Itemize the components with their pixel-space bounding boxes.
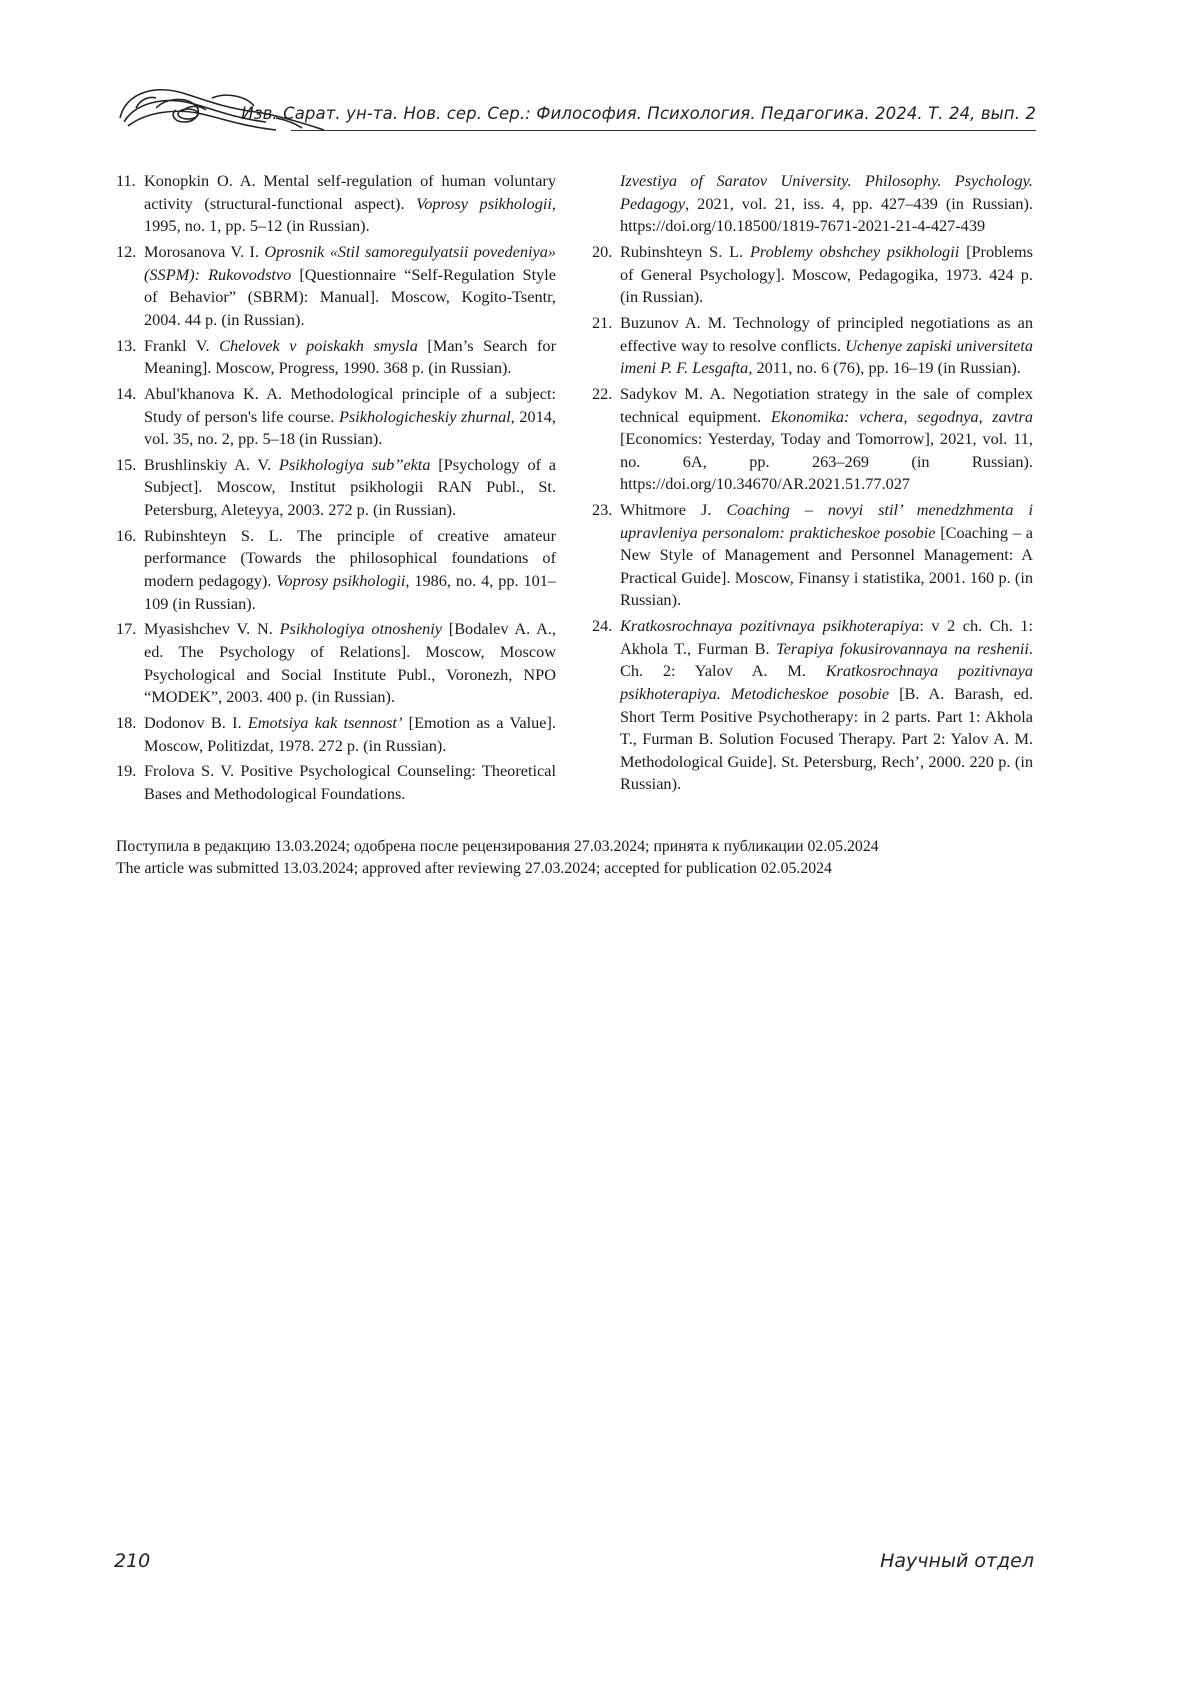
reference-segment: Myasishchev V. N. — [144, 619, 280, 639]
reference-title-italic: Voprosy psikhologii — [416, 193, 552, 213]
submission-note-en: The article was submitted 13.03.2024; approved after reviewing 27.03.2024; accepted for publication 02.05.2024 — [116, 860, 832, 877]
reference-text — [620, 383, 1033, 496]
reference-item — [592, 312, 1033, 380]
reference-19-journal: Izvestiya of Saratov University. Philosophy. Psychology. Pedagogy — [620, 171, 1033, 213]
reference-title-italic: Psikhologiya otnosheniy — [279, 619, 442, 639]
reference-item — [116, 170, 556, 238]
reference-number: 13. — [116, 335, 137, 355]
reference-segment: [Bodalev A. A., ed. The Psychology of Relations]. Moscow, Moscow Psychological and Social Institute Publ., Voronezh, NPO “MODEK”, 2003. 400 p. (in Russian). — [144, 619, 556, 707]
reference-segment: Whitmore J. — [620, 500, 727, 520]
reference-title-italic: Kratkosrochnaya pozitivnaya psikhoterapiya. Metodicheskoe posobie — [620, 661, 1033, 703]
reference-segment: , 2011, no. 6 (76), pp. 16–19 (in Russian). — [748, 358, 1021, 378]
reference-title-italic: Oprosnik «Stil samoregulyatsii povedeniya» (SSPM): Rukovodstvo — [144, 241, 556, 284]
reference-segment: , 1986, no. 4, pp. 101–109 (in Russian). — [144, 571, 556, 613]
reference-segment: . Ch. 2: Yalov A. M. — [620, 638, 1033, 681]
reference-title-italic: Uchenye zapiski universiteta imeni P. F. Lesgafta — [620, 335, 1033, 378]
reference-title-italic: Kratkosrochnaya pozitivnaya psikhoterapiya — [620, 616, 920, 636]
reference-segment: [Man’s Search for Meaning]. Moscow, Progress, 1990. 368 p. (in Russian). — [144, 335, 556, 378]
reference-number: 16. — [116, 525, 137, 545]
reference-segment: [B. A. Barash, ed. Short Term Positive Psychotherapy: in 2 parts. Part 1: Akhola T., Furman B. Solution Focused Therapy. Part 2: Yalov A. M. Methodological Guide]. St. Petersburg, Rech’, 2000. 220 p. (in Russian). — [620, 684, 1034, 794]
reference-text — [144, 760, 556, 805]
reference-item — [592, 499, 1033, 612]
reference-text — [144, 454, 556, 522]
reference-title-italic: Psikhologicheskiy zhurnal — [338, 406, 511, 426]
reference-item — [592, 615, 1033, 796]
reference-number: 17. — [116, 619, 137, 639]
reference-title-italic: Ekonomika: vchera, segodnya, zavtra — [770, 406, 1033, 426]
reference-text — [620, 312, 1033, 380]
reference-item — [116, 712, 556, 757]
references-left-column — [116, 170, 556, 809]
reference-item — [116, 454, 556, 522]
reference-title-italic: Emotsiya kak tsennost’ — [247, 712, 403, 732]
reference-item — [592, 383, 1033, 496]
reference-segment: Abul'khanova K. A. Methodological principle of a subject: Study of person's life course. — [144, 383, 556, 426]
reference-segment: Konopkin O. A. Mental self-regulation of human voluntary activity (structural-functional aspect). — [144, 171, 556, 213]
reference-text — [620, 241, 1033, 309]
reference-number: 19. — [116, 761, 137, 781]
reference-segment: [Questionnaire “Self-Regulation Style of Behavior” (SBRM): Manual]. Moscow, Kogito-Tsentr, 2004. 44 p. (in Russian). — [144, 264, 556, 329]
reference-item — [116, 760, 556, 805]
reference-title-italic: Coaching – novyi stil’ menedzhmenta i upravleniya personalom: prakticheskoe posobie — [620, 500, 1033, 542]
reference-segment: Morosanova V. I. — [144, 241, 265, 261]
reference-item — [116, 241, 556, 331]
reference-segment: Rubinshteyn S. L. — [620, 241, 750, 261]
reference-item — [116, 383, 556, 451]
running-header — [116, 72, 1036, 138]
reference-title-italic: Terapiya fokusirovannaya na reshenii — [776, 638, 1029, 658]
references-right-column — [592, 170, 1033, 799]
reference-item — [116, 525, 556, 615]
reference-text — [144, 241, 556, 331]
reference-text — [620, 499, 1033, 612]
reference-number: 14. — [116, 383, 137, 403]
reference-segment: [Problems of General Psychology]. Moscow, Pedagogika, 1973. 424 p. (in Russian). — [620, 241, 1034, 307]
reference-title-italic: Problemy obshchey psikhologii — [749, 241, 960, 261]
reference-number: 18. — [116, 712, 137, 732]
reference-number: 20. — [592, 241, 613, 261]
reference-text — [144, 170, 556, 238]
reference-segment: Buzunov A. M. Technology of principled negotiations as an effective way to resolve conflicts. — [620, 312, 1033, 355]
reference-segment: , 2014, vol. 35, no. 2, pp. 5–18 (in Russian). — [144, 406, 556, 449]
reference-segment: [Emotion as a Value]. Moscow, Politizdat, 1978. 272 p. (in Russian). — [144, 712, 557, 755]
reference-segment: , 1995, no. 1, pp. 5–12 (in Russian). — [144, 193, 556, 236]
reference-number: 24. — [592, 616, 613, 636]
page-number: 210 — [114, 1550, 151, 1572]
reference-number: 23. — [592, 500, 613, 520]
journal-running-title: Изв. Сарат. ун-та. Нов. сер. Сер.: Философия. Психология. Педагогика. 2024. Т. 24, вып. 2 — [241, 104, 1036, 123]
reference-title-italic: Chelovek v poiskakh smysla — [219, 335, 418, 355]
reference-number: 12. — [116, 241, 137, 261]
reference-segment: Frolova S. V. Positive Psychological Counseling: Theoretical Bases and Methodological Foundations. — [144, 761, 556, 803]
submission-note-ru: Поступила в редакцию 13.03.2024; одобрена после рецензирования 27.03.2024; принята к публикации 02.05.2024 — [116, 838, 879, 855]
reference-number: 11. — [116, 171, 136, 190]
reference-number: 21. — [592, 312, 613, 332]
reference-segment: : v 2 ch. Ch. 1: Akhola T., Furman B. — [620, 616, 1034, 658]
header-rule — [291, 130, 1036, 131]
reference-text — [144, 335, 556, 380]
section-name: Научный отдел — [880, 1550, 1034, 1572]
reference-text — [144, 525, 556, 615]
submission-notes — [116, 836, 1076, 880]
reference-segment: Dodonov B. I. — [144, 712, 248, 732]
reference-segment: Frankl V. — [144, 335, 220, 355]
reference-title-italic: Voprosy psikhologii — [276, 571, 406, 591]
reference-item — [116, 335, 556, 380]
reference-text — [620, 615, 1033, 796]
reference-text — [144, 618, 556, 708]
reference-text — [144, 712, 556, 757]
reference-segment: [Economics: Yesterday, Today and Tomorrow], 2021, vol. 11, no. 6A, pp. 263–269 (in Russian). https://doi.org/10.34670/AR.2021.51.77.027 — [620, 429, 1033, 494]
reference-text — [144, 383, 556, 451]
reference-19-continuation — [620, 170, 1033, 238]
reference-segment: Rubinshteyn S. L. The principle of creative amateur performance (Towards the philosophical foundations of modern pedagogy). — [144, 525, 556, 591]
reference-segment: Brushlinskiy A. V. — [144, 454, 279, 474]
reference-item — [592, 241, 1033, 309]
reference-item — [116, 618, 556, 708]
reference-19-details: , 2021, vol. 21, iss. 4, pp. 427–439 (in Russian). https://doi.org/10.18500/1819-7671-2021-21-4-427-439 — [620, 193, 1033, 236]
reference-title-italic: Psikhologiya sub’’ekta — [278, 454, 431, 474]
reference-segment: Sadykov M. A. Negotiation strategy in the sale of complex technical equipment. — [620, 383, 1033, 426]
reference-number: 22. — [592, 383, 613, 403]
reference-segment: [Psychology of a Subject]. Moscow, Institut psikhologii RAN Publ., St. Petersburg, Aleteyya, 2003. 272 p. (in Russian). — [144, 454, 556, 520]
reference-segment: [Coaching – a New Style of Management and Personnel Management: A Practical Guide]. Moscow, Finansy i statistika, 2001. 160 p. (in Russian). — [620, 522, 1033, 610]
reference-number: 15. — [116, 454, 137, 474]
